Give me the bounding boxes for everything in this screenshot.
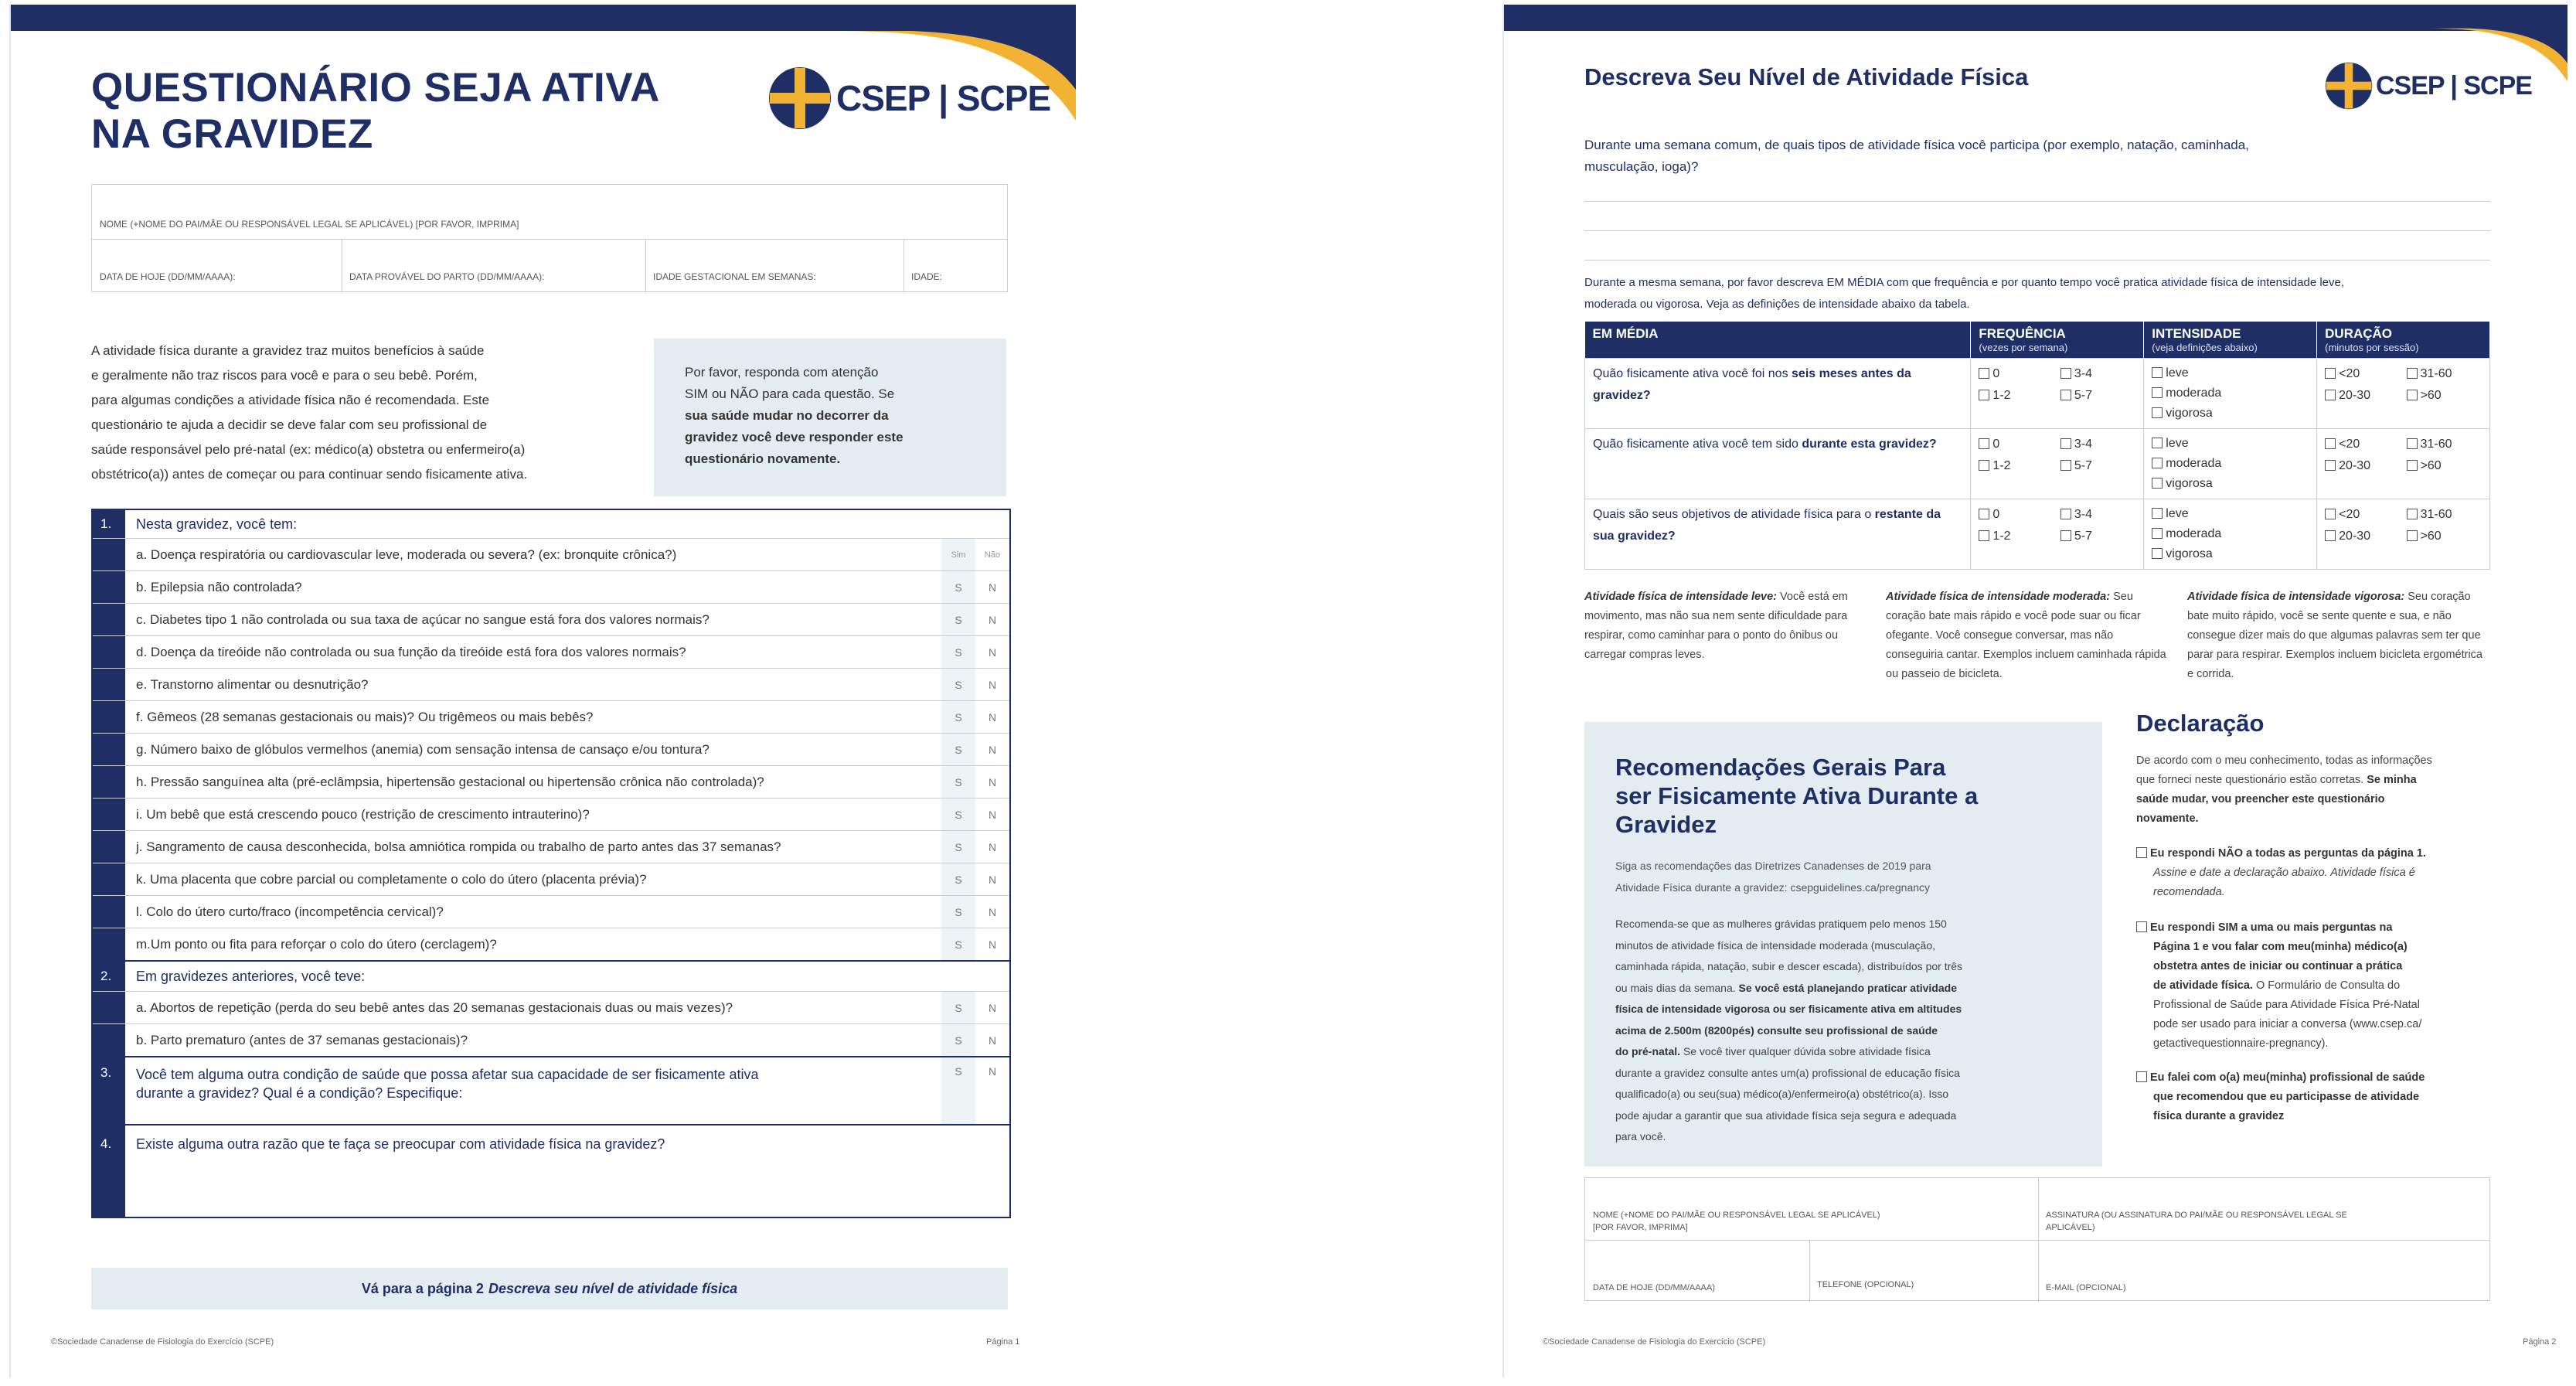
yes-option[interactable]: S	[941, 604, 975, 635]
instructions-callout: Por favor, responda com atenção SIM ou NÃO para cada questão. Se sua saúde mudar no decorrer da gravidez você deve responder este questionário novamente.	[654, 339, 1006, 496]
recommendations-title: Recomendações Gerais Para ser Fisicamente Ativa Durante a Gravidez	[1615, 754, 1979, 838]
freq-option[interactable]: 1-2	[1979, 526, 2054, 547]
gestational-age-field[interactable]: IDADE GESTACIONAL EM SEMANAS:	[653, 271, 816, 282]
freq-option[interactable]: 5-7	[2060, 385, 2135, 407]
duration-option[interactable]: <20	[2325, 504, 2400, 526]
intensity-option[interactable]: vigorosa	[2152, 404, 2309, 424]
no-option[interactable]: N	[975, 734, 1009, 765]
question-row: i. Um bebê que está crescendo pouco (restrição de crescimento intrauterino)? S N	[93, 798, 1009, 830]
age-field[interactable]: IDADE:	[911, 271, 943, 282]
yes-option[interactable]: S	[941, 636, 975, 668]
footer-page-number: Página 1	[986, 1337, 1020, 1347]
declaration-option-talked[interactable]: Eu falei com o(a) meu(minha) profissional de saúde que recomendou que eu participasse de atividade física durante a gravidez	[2136, 1068, 2499, 1126]
section-1-header: 1. Nesta gravidez, você tem:	[93, 510, 1009, 538]
yes-option[interactable]: S	[941, 701, 975, 733]
name-field[interactable]: NOME (+NOME DO PAI/MÃE OU RESPONSÁVEL LEGAL SE APLICÁVEL) [POR FAVOR, IMPRIMA]	[100, 219, 519, 230]
question-row: g. Número baixo de glóbulos vermelhos (anemia) com sensação intensa de cansaço e/ou tontura? S N	[93, 733, 1009, 765]
freq-option[interactable]: 1-2	[1979, 455, 2054, 477]
intensity-option[interactable]: leve	[2152, 504, 2309, 524]
duration-option[interactable]: 20-30	[2325, 385, 2400, 407]
yes-option[interactable]: S	[941, 992, 975, 1023]
yes-option[interactable]: S	[941, 1024, 975, 1056]
no-option[interactable]: N	[975, 669, 1009, 700]
definition-vigorous: Atividade física de intensidade vigorosa: Seu coração bate muito rápido, você se sente quente e sua, e não consegue dizer mais do que algumas palavras sem ter que parar para respirar. Exemplos incluem bicicleta ergométrica e corrida.	[2187, 591, 2482, 680]
signature-date-field[interactable]: DATA DE HOJE (DD/MM/AAAA)	[1593, 1283, 1715, 1292]
duration-option[interactable]: 31-60	[2407, 434, 2482, 455]
table-intro: Durante a mesma semana, por favor descreva EM MÉDIA com que frequência e por quanto tempo você pratica atividade física de intensidade leve, moderada ou vigorosa. Veja as definições de intensidade abaixo da tabela.	[1584, 276, 2345, 311]
question-row: a. Doença respiratória ou cardiovascular leve, moderada ou severa? (ex: bronquite crônica?) Sim Não	[93, 538, 1009, 570]
duration-option[interactable]: <20	[2325, 363, 2400, 385]
page-title: QUESTIONÁRIO SEJA ATIVA NA GRAVIDEZ	[91, 65, 660, 157]
question-row: l. Colo do útero curto/fraco (incompetência cervical)? S N	[93, 895, 1009, 928]
question-4-row: 4. Existe alguma outra razão que te faça se preocupar com atividade física na gravidez?	[93, 1124, 1009, 1217]
activity-row-before: Quão fisicamente ativa você foi nos seis meses antes da gravidez? 0 3-4 1-2 5-7 leve moderada vigorosa <20 31-60 20-30 >60	[1585, 359, 2490, 429]
freq-option[interactable]: 3-4	[2060, 504, 2135, 526]
signature-field[interactable]: ASSINATURA (OU ASSINATURA DO PAI/MÃE OU RESPONSÁVEL LEGAL SE APLICÁVEL)	[2046, 1211, 2347, 1232]
yes-option[interactable]: S	[941, 571, 975, 603]
question-row: j. Sangramento de causa desconhecida, bolsa amniótica rompida ou trabalho de parto antes das 37 semanas? S N	[93, 830, 1009, 863]
yes-option[interactable]: S	[941, 799, 975, 830]
answer-line[interactable]	[1584, 230, 2490, 231]
question-row: b. Epilepsia não controlada? S N	[93, 570, 1009, 603]
duration-option[interactable]: 20-30	[2325, 526, 2400, 547]
duration-option[interactable]: >60	[2407, 526, 2482, 547]
footer-copyright: ©Sociedade Canadense de Fisiologia do Exercício (SCPE)	[1543, 1337, 1766, 1347]
no-option[interactable]: N	[975, 571, 1009, 603]
declaration-option-yes[interactable]: Eu respondi SIM a uma ou mais perguntas na Página 1 e vou falar com meu(minha) médico(a) obstetra antes de iniciar ou continuar a prática de atividade física. O Formulário de Consulta do Profissional de Saúde para Atividade Física Pré-Natal pode ser usado para iniciar a conversa (www.csep.ca/ getactivequestionnaire-pregnancy).	[2136, 918, 2499, 1054]
question-row: d. Doença da tireóide não controlada ou sua função da tireóide está fora dos valores normais? S N	[93, 635, 1009, 668]
recommendations-body: Recomenda-se que as mulheres grávidas pratiquem pelo menos 150 minutos de atividade física de intensidade moderada (musculação, caminhada rápida, natação, subir e descer escada), distribuídos por três ou mais dias da semana. Se você está planejando praticar atividade física de intensidade vigorosa ou ser fisicamente ativa em altitudes acima de 2.500m (8200pés) consulte seu profissional de saúde do pré-natal. Se você tiver qualquer dúvida sobre atividade física durante a gravidez consulte antes um(a) profissional de educação física qualificado(a) ou seu(sua) médico(a)/enfermeiro(a) obstétrico(a). Isso pode ajudar a garantir que sua atividade física seja segura e adequada para você.	[1615, 918, 1963, 1143]
due-date-field[interactable]: DATA PROVÁVEL DO PARTO (DD/MM/AAAA):	[349, 271, 545, 282]
no-option[interactable]: N	[975, 896, 1009, 928]
question-row: m.Um ponto ou fita para reforçar o colo do útero (cerclagem)? S N	[93, 928, 1009, 960]
no-option[interactable]: N	[975, 1057, 1009, 1124]
intensity-option[interactable]: vigorosa	[2152, 474, 2309, 494]
question-row: c. Diabetes tipo 1 não controlada ou sua taxa de açúcar no sangue está fora dos valores normais? S N	[93, 603, 1009, 635]
duration-option[interactable]: <20	[2325, 434, 2400, 455]
declaration-title: Declaração	[2136, 710, 2265, 737]
question-3-row: 3. Você tem alguma outra condição de saúde que possa afetar sua capacidade de ser fisicamente ativa durante a gravidez? Qual é a condição? Especifique: S N	[93, 1056, 1009, 1124]
recommendations-subtitle: Siga as recomendações das Diretrizes Canadenses de 2019 para Atividade Física durante a gravidez: csepguidelines.ca/pregnancy	[1615, 860, 1931, 894]
intensity-option[interactable]: moderada	[2152, 524, 2309, 544]
page-1	[9, 5, 1076, 1377]
question-row: a. Abortos de repetição (perda do seu bebê antes das 20 semanas gestacionais duas ou mais vezes)? S N	[93, 991, 1009, 1023]
yes-option[interactable]: S	[941, 766, 975, 798]
no-option[interactable]: N	[975, 701, 1009, 733]
no-option[interactable]: N	[975, 766, 1009, 798]
duration-option[interactable]: >60	[2407, 385, 2482, 407]
freq-option[interactable]: 0	[1979, 434, 2054, 455]
activity-table	[1584, 322, 2490, 570]
signature-box	[1584, 1177, 2490, 1301]
checkbox[interactable]	[2136, 847, 2147, 858]
duration-option[interactable]: 31-60	[2407, 363, 2482, 385]
freq-option[interactable]: 0	[1979, 504, 2054, 526]
csep-logo	[2325, 62, 2532, 110]
duration-option[interactable]: >60	[2407, 455, 2482, 477]
intro-text: A atividade física durante a gravidez traz muitos benefícios à saúde e geralmente não traz riscos para você e para o seu bebê. Porém, para algumas condições a atividade física não é recomendada. Este questionário te ajuda a decidir se deve falar com seu profissional de saúde responsável pelo pré-natal (ex: médico(a) obstetra ou enfermeiro(a) obstétrico(a)) antes de começar ou para continuar sendo fisicamente ativa.	[91, 343, 528, 482]
logo-text: CSEP | SCPE	[2376, 70, 2532, 100]
email-field[interactable]: E-MAIL (OPCIONAL)	[2046, 1283, 2126, 1292]
no-option[interactable]: N	[975, 863, 1009, 895]
logo-mark-icon	[2325, 62, 2373, 110]
freq-option[interactable]: 0	[1979, 363, 2054, 385]
phone-field[interactable]: TELEFONE (OPCIONAL)	[1817, 1280, 1914, 1289]
yes-option[interactable]: S	[941, 928, 975, 960]
question-row: e. Transtorno alimentar ou desnutrição? S N	[93, 668, 1009, 700]
intensity-option[interactable]: moderada	[2152, 383, 2309, 404]
footer-copyright: ©Sociedade Canadense de Fisiologia do Exercício (SCPE)	[51, 1337, 274, 1347]
logo-text: CSEP | SCPE	[836, 78, 1051, 118]
activity-row-during: Quão fisicamente ativa você tem sido durante esta gravidez? 0 3-4 1-2 5-7 leve moderada vigorosa <20 31-60 20-30 >60	[1585, 429, 2490, 499]
freq-option[interactable]: 1-2	[1979, 385, 2054, 407]
identification-box	[91, 184, 1008, 292]
answer-line[interactable]	[1584, 260, 2490, 261]
question-row: k. Uma placenta que cobre parcial ou completamente o colo do útero (placenta prévia)? S N	[93, 863, 1009, 895]
checkbox[interactable]	[2136, 921, 2147, 932]
duration-option[interactable]: 31-60	[2407, 504, 2482, 526]
go-to-page-2-banner[interactable]: Vá para a página 2 Descreva seu nível de atividade física	[91, 1268, 1008, 1309]
page-2	[1502, 5, 2567, 1377]
duration-option[interactable]: 20-30	[2325, 455, 2400, 477]
no-option[interactable]: N	[975, 604, 1009, 635]
intensity-option[interactable]: vigorosa	[2152, 544, 2309, 564]
yes-option[interactable]: S	[941, 1057, 975, 1124]
activity-row-goals: Quais são seus objetivos de atividade física para o restante da sua gravidez? 0 3-4 1-2 5-7 leve moderada vigorosa <20 31-60 20-30 >60	[1585, 499, 2490, 570]
checkbox[interactable]	[2136, 1071, 2147, 1082]
answer-line[interactable]	[1584, 201, 2490, 202]
no-option[interactable]: N	[975, 992, 1009, 1023]
yes-option[interactable]: S	[941, 863, 975, 895]
page-title: Descreva Seu Nível de Atividade Física	[1584, 63, 2029, 90]
no-option[interactable]: N	[975, 928, 1009, 960]
freq-option[interactable]: 5-7	[2060, 455, 2135, 477]
col-duration: DURAÇÃO (minutos por sessão)	[2317, 322, 2490, 359]
freq-option[interactable]: 3-4	[2060, 434, 2135, 455]
no-option[interactable]: N	[975, 1024, 1009, 1056]
no-option[interactable]: N	[975, 799, 1009, 830]
question-row: b. Parto prematuro (antes de 37 semanas gestacionais)? S N	[93, 1023, 1009, 1056]
intensity-option[interactable]: moderada	[2152, 454, 2309, 474]
yes-option[interactable]: S	[941, 831, 975, 863]
definition-moderate: Atividade física de intensidade moderada: Seu coração bate mais rápido e você pode suar ou ficar ofegante. Você consegue conversar, mas não conseguiria cantar. Exemplos incluem caminhada rápida ou passeio de bicicleta.	[1886, 591, 2166, 680]
declaration-intro: De acordo com o meu conhecimento, todas as informações que forneci neste questionário estão corretas. Se minha saúde mudar, vou preencher este questionário novamente.	[2136, 754, 2432, 825]
section-2-header: 2. Em gravidezes anteriores, você teve:	[93, 960, 1009, 991]
top-bar	[1504, 5, 2567, 31]
no-option[interactable]: N	[975, 636, 1009, 668]
col-intensity: INTENSIDADE (veja definições abaixo)	[2144, 322, 2317, 359]
definition-light: Atividade física de intensidade leve: Você está em movimento, mas não sua nem sente dificuldade para respirar, como caminhar para o ponto do ônibus ou carregar compras leves.	[1584, 591, 1848, 661]
intensity-option[interactable]: leve	[2152, 363, 2309, 383]
col-em-media: EM MÉDIA	[1585, 322, 1971, 359]
col-frequency: FREQUÊNCIA (vezes por semana)	[1971, 322, 2144, 359]
activity-types-question: Durante uma semana comum, de quais tipos de atividade física você participa (por exemplo, natação, caminhada, musculação, ioga)?	[1584, 138, 2249, 174]
intensity-option[interactable]: leve	[2152, 434, 2309, 454]
yes-option[interactable]: S	[941, 669, 975, 700]
today-date-field[interactable]: DATA DE HOJE (DD/MM/AAAA):	[100, 271, 236, 282]
csep-logo	[768, 66, 1050, 130]
freq-option[interactable]: 3-4	[2060, 363, 2135, 385]
recommendations-box	[1584, 722, 2102, 1166]
signature-name-field[interactable]: NOME (+NOME DO PAI/MÃE OU RESPONSÁVEL LEGAL SE APLICÁVEL) [POR FAVOR, IMPRIMA]	[1593, 1211, 1880, 1232]
yes-option[interactable]: S	[941, 896, 975, 928]
declaration-option-no[interactable]: Eu respondi NÃO a todas as perguntas da página 1. Assine e date a declaração abaixo. Atividade física é recomendada.	[2136, 844, 2499, 902]
yes-option[interactable]: S	[941, 734, 975, 765]
health-questionnaire-table	[91, 509, 1011, 1218]
question-row: h. Pressão sanguínea alta (pré-eclâmpsia, hipertensão gestacional ou hipertensão crônica não controlada)? S N	[93, 765, 1009, 798]
footer-page-number: Página 2	[2523, 1337, 2557, 1347]
no-option[interactable]: N	[975, 831, 1009, 863]
logo-mark-icon	[768, 66, 832, 130]
question-row: f. Gêmeos (28 semanas gestacionais ou mais)? Ou trigêmeos ou mais bebês? S N	[93, 700, 1009, 733]
freq-option[interactable]: 5-7	[2060, 526, 2135, 547]
